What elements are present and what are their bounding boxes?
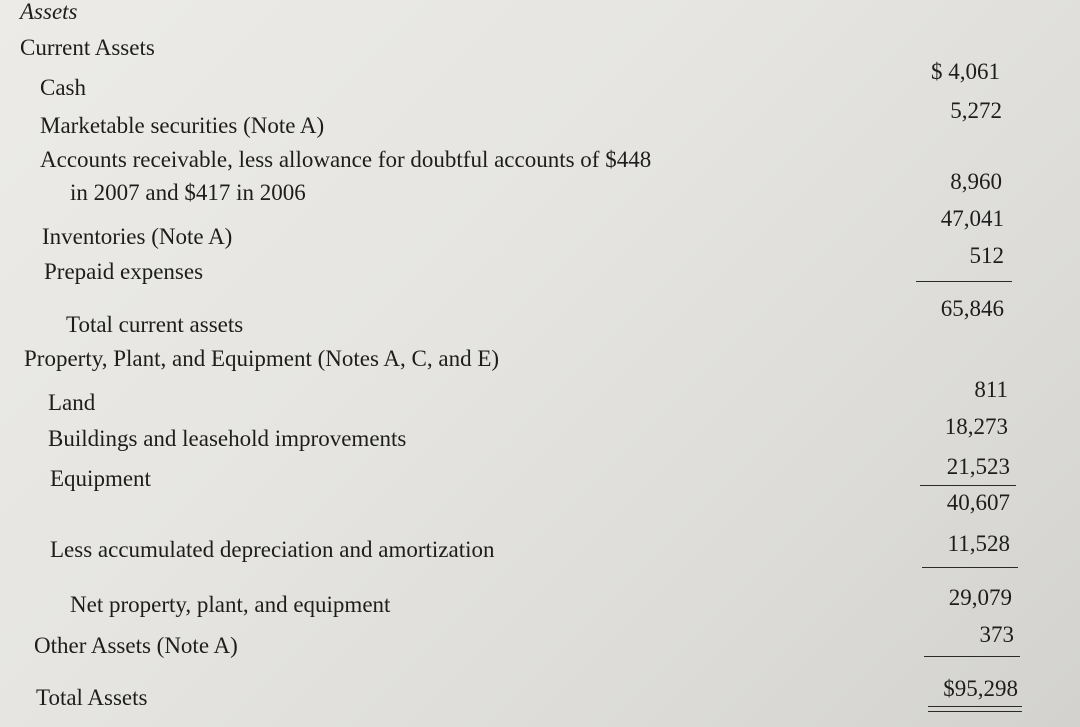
cash-label: Cash — [40, 75, 86, 100]
buildings-value: 18,273 — [944, 414, 1008, 439]
accounts-receivable-value: 8,960 — [950, 169, 1002, 194]
total-current-assets-label: Total current assets — [66, 312, 244, 337]
total-current-assets-value: 65,846 — [940, 296, 1004, 321]
total-double-underline-top — [928, 706, 1022, 707]
accounts-receivable-label-line1: Accounts receivable, less allowance for doubtful accounts of $448 — [40, 147, 652, 172]
total-double-underline-bottom — [928, 711, 1022, 712]
inventories-label: Inventories (Note A) — [42, 224, 233, 249]
land-label: Land — [48, 390, 96, 415]
accounts-receivable-label-line2: in 2007 and $417 in 2006 — [70, 180, 306, 205]
section-title: Assets — [20, 0, 78, 24]
prepaid-expenses-label: Prepaid expenses — [44, 259, 204, 284]
other-assets-underline — [924, 656, 1020, 657]
land-value: 811 — [974, 377, 1008, 402]
current-assets-underline — [916, 281, 1012, 282]
prepaid-expenses-value: 512 — [969, 243, 1004, 268]
depreciation-underline — [922, 567, 1018, 568]
current-assets-heading: Current Assets — [20, 35, 155, 60]
net-ppe-label: Net property, plant, and equipment — [70, 592, 391, 617]
inventories-value: 47,041 — [940, 206, 1004, 231]
buildings-label: Buildings and leasehold improvements — [48, 426, 407, 451]
accumulated-depreciation-label: Less accumulated depreciation and amortization — [50, 537, 495, 562]
marketable-securities-value: 5,272 — [950, 98, 1002, 123]
total-assets-value: $95,298 — [943, 676, 1018, 701]
net-ppe-value: 29,079 — [948, 585, 1012, 610]
total-assets-label: Total Assets — [36, 685, 148, 710]
other-assets-label: Other Assets (Note A) — [34, 633, 238, 658]
equipment-label: Equipment — [50, 466, 151, 491]
ppe-subtotal-value: 40,607 — [946, 490, 1010, 515]
ppe-heading: Property, Plant, and Equipment (Notes A, C, and E) — [24, 346, 500, 371]
equipment-value: 21,523 — [946, 454, 1010, 479]
marketable-securities-label: Marketable securities (Note A) — [40, 113, 325, 138]
ppe-subtotal-rule — [920, 485, 1016, 486]
accumulated-depreciation-value: 11,528 — [947, 531, 1010, 556]
cash-value: $ 4,061 — [931, 59, 1000, 84]
other-assets-value: 373 — [979, 622, 1014, 647]
